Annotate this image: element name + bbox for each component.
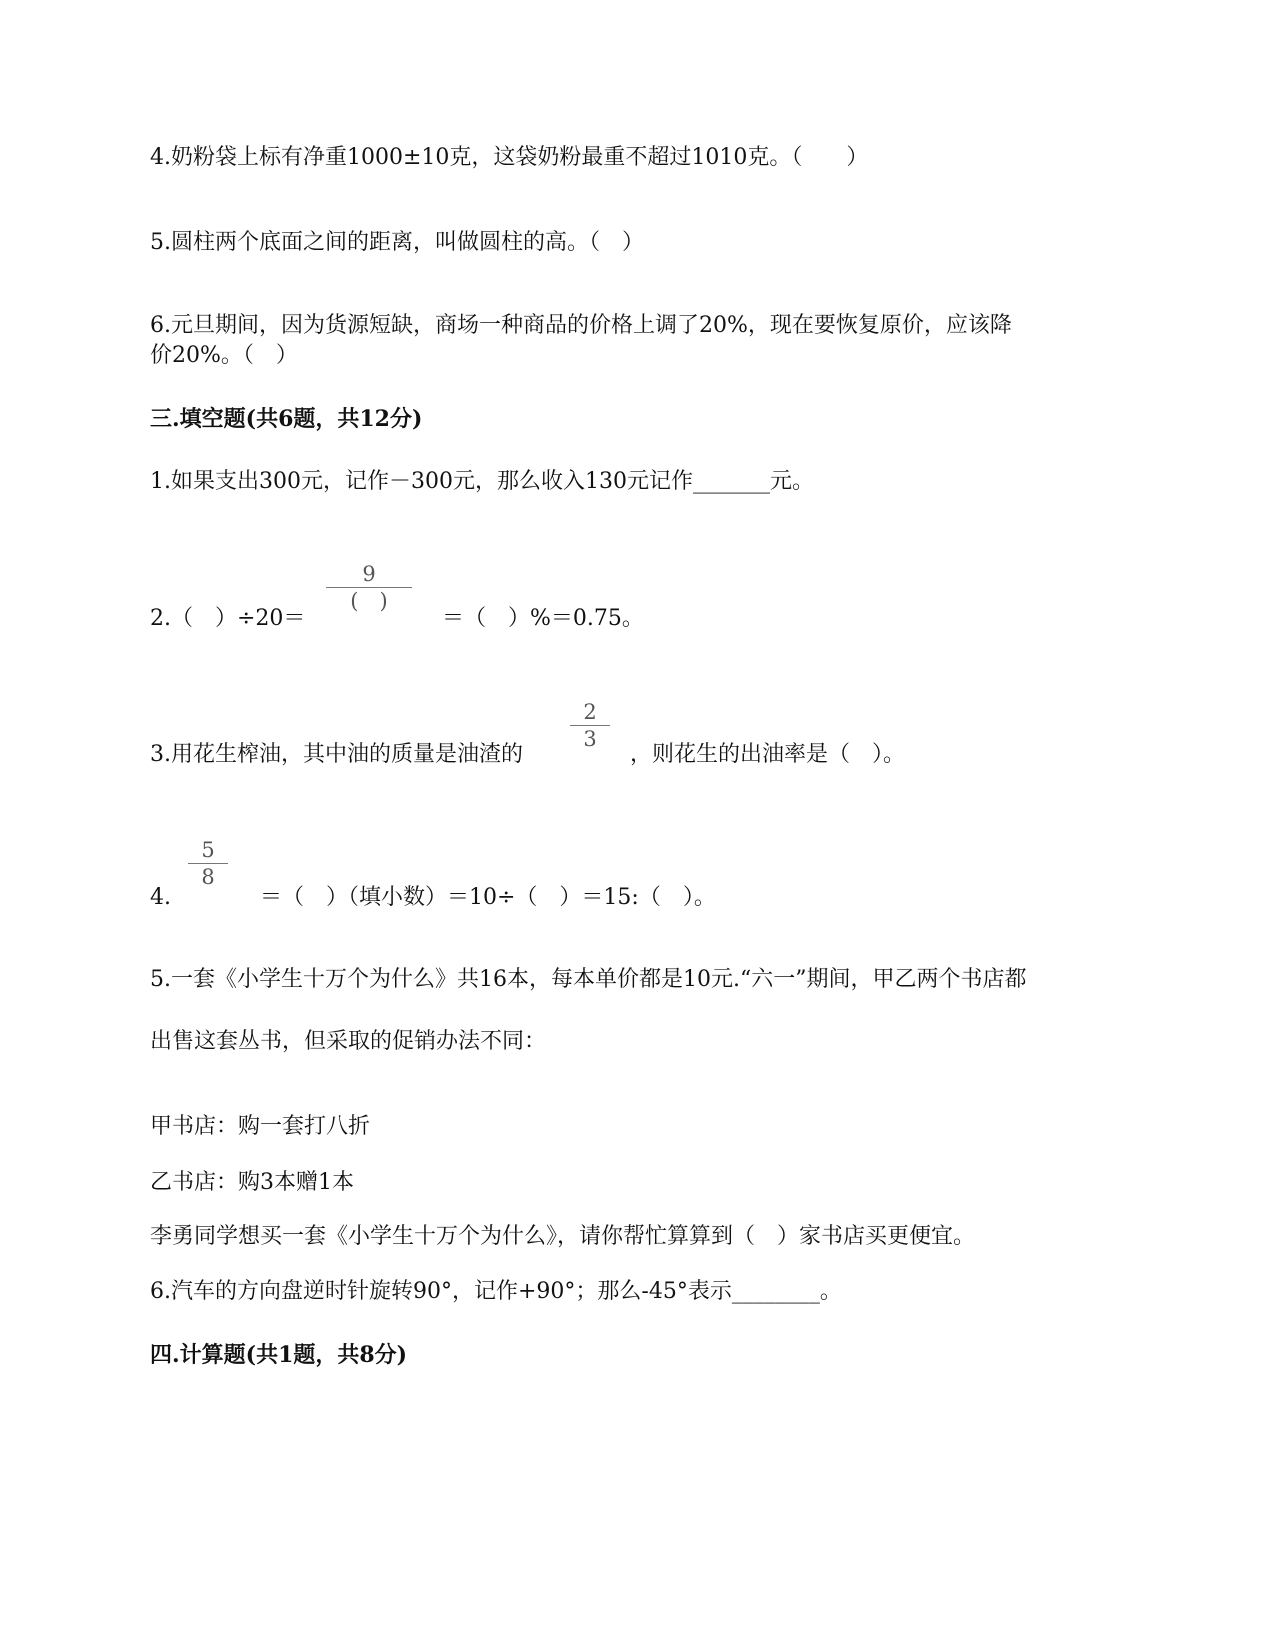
fill-question-3-fraction xyxy=(570,700,610,751)
fill-question-5-line-2: 出售这套丛书，但采取的促销办法不同： xyxy=(150,1029,547,1054)
fraction-denominator: ( ) xyxy=(350,589,388,613)
judge-question-6-line-2: 价20%。（ ） xyxy=(150,343,298,368)
judge-question-4: 4.奶粉袋上标有净重1000±10克，这袋奶粉最重不超过1010克。（ ） xyxy=(150,145,869,170)
fill-question-3-left: 3.用花生榨油，其中油的质量是油渣的 xyxy=(150,742,523,767)
fill-question-2-left: 2.（ ）÷20＝ xyxy=(150,606,306,631)
judge-question-5: 5.圆柱两个底面之间的距离，叫做圆柱的高。（ ） xyxy=(150,230,644,255)
section-4-title: 四.计算题(共1题，共8分) xyxy=(150,1342,408,1368)
fraction-numerator: 5 xyxy=(201,838,215,862)
fill-question-5-line-1: 5.一套《小学生十万个为什么》共16本，每本单价都是10元.“六一”期间，甲乙两个书店都 xyxy=(150,967,1027,992)
fill-question-2-fraction xyxy=(326,562,412,613)
fill-question-2-right: ＝（ ）%＝0.75。 xyxy=(442,606,644,631)
fill-question-5-shop-a: 甲书店：购一套打八折 xyxy=(150,1114,371,1139)
fill-question-6: 6.汽车的方向盘逆时针旋转90°，记作+90°；那么-45°表示________。 xyxy=(150,1279,842,1304)
judge-question-6-line-1: 6.元旦期间，因为货源短缺，商场一种商品的价格上调了20%，现在要恢复原价，应该降 xyxy=(150,313,1012,338)
fill-question-5-shop-b: 乙书店：购3本赠1本 xyxy=(150,1170,354,1195)
fraction-denominator: 3 xyxy=(583,727,597,751)
fill-question-4-fraction xyxy=(188,838,228,889)
fraction-bar xyxy=(326,587,412,588)
fraction-bar xyxy=(570,725,610,726)
fill-question-4-right: ＝（ ）（填小数）＝10÷（ ）＝15:（ ）。 xyxy=(260,885,716,910)
fill-question-1: 1.如果支出300元，记作－300元，那么收入130元记作_______元。 xyxy=(150,469,814,494)
section-3-title: 三.填空题(共6题，共12分) xyxy=(150,406,423,432)
fill-question-4-left: 4. xyxy=(150,885,171,910)
fraction-bar xyxy=(188,863,228,864)
fraction-numerator: 9 xyxy=(362,562,376,586)
fraction-denominator: 8 xyxy=(201,865,215,889)
fill-question-3-right: ，则花生的出油率是（ ）。 xyxy=(630,742,906,767)
fill-question-5-question: 李勇同学想买一套《小学生十万个为什么》，请你帮忙算算到（ ）家书店买更便宜。 xyxy=(150,1224,976,1249)
fraction-numerator: 2 xyxy=(583,700,597,724)
